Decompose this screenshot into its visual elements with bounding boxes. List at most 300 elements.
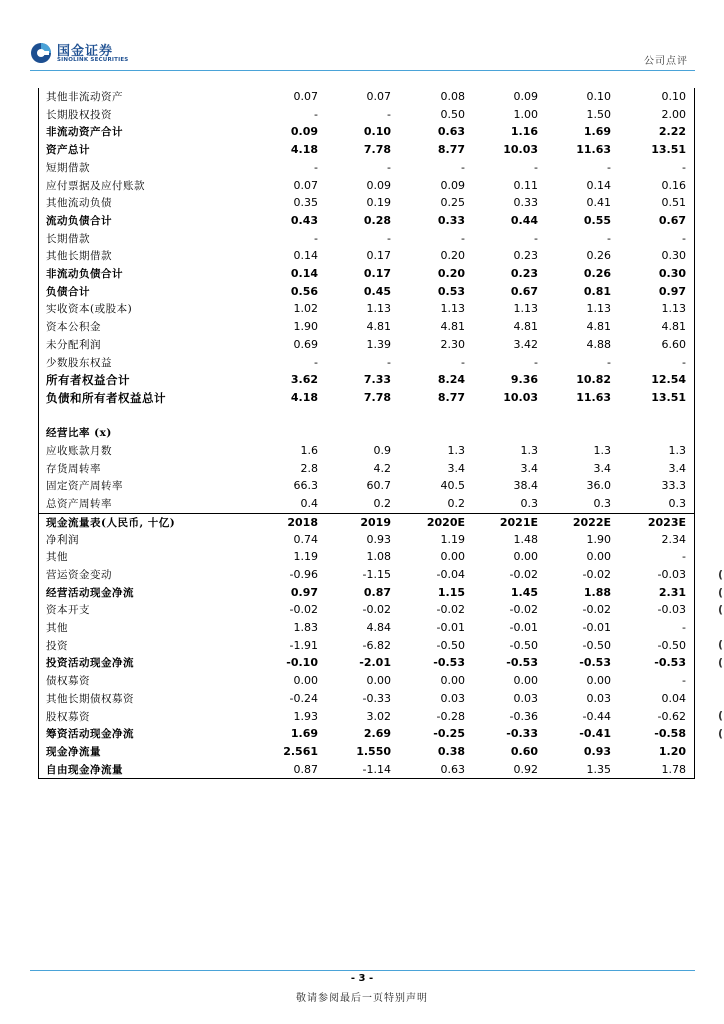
table-row	[39, 88, 694, 106]
table-row	[39, 300, 694, 318]
table-row	[39, 247, 694, 265]
row-value: -0.02	[582, 567, 611, 581]
table-row	[39, 159, 694, 177]
row-value: -0.10	[286, 656, 318, 670]
row-value: -0.50	[436, 638, 465, 652]
row-value: 1.83	[293, 621, 318, 634]
table-row	[39, 495, 694, 513]
row-value: 0.04	[661, 691, 686, 705]
row-value: 2.8	[300, 461, 318, 475]
row-label: 应收账款月数	[46, 445, 112, 457]
row-value: -0.25	[433, 727, 465, 741]
row-label: 应付票据及应付账款	[46, 179, 145, 192]
row-value: -	[314, 231, 318, 245]
row-value	[331, 424, 391, 442]
row-value: 1.3	[447, 444, 465, 457]
row-value: 1.45	[510, 585, 538, 599]
row-value: 0.51	[661, 196, 686, 210]
row-value: -	[461, 355, 465, 369]
header-divider	[30, 70, 695, 71]
row-value: 0.10	[363, 125, 391, 139]
row-value: 3.4	[668, 461, 686, 475]
table-row	[39, 690, 694, 708]
row-value: 0.92	[513, 762, 538, 776]
row-value: 2.34	[661, 532, 686, 546]
table-row	[39, 548, 694, 566]
table-row	[39, 123, 694, 141]
row-value: 0.56	[290, 284, 318, 298]
row-value: 1.6	[300, 444, 318, 457]
row-value: -0.53	[654, 656, 686, 670]
row-value: -0.28	[436, 709, 465, 723]
row-value: 0.50	[440, 107, 465, 121]
row-value: 0.38	[437, 744, 465, 758]
row-value: 0.81	[583, 284, 611, 298]
row-value: -0.02	[582, 603, 611, 617]
row-value	[258, 407, 318, 425]
row-value: 10.03	[503, 143, 538, 157]
row-value: -	[387, 160, 391, 174]
row-value: -	[682, 674, 686, 688]
row-value: 0.10	[586, 90, 611, 103]
row-value: 1.3	[520, 444, 538, 457]
row-value: 60.7	[366, 479, 391, 493]
row-value: 0.17	[366, 249, 391, 263]
row-value: 0.25	[440, 196, 465, 210]
row-value: -	[682, 550, 686, 564]
row-value: 0.09	[290, 125, 318, 139]
row-value: 2022E	[572, 515, 611, 529]
row-value: 0.16	[661, 178, 686, 192]
row-value: -0.03	[657, 603, 686, 617]
row-value: 1.69	[290, 727, 318, 741]
brand-mark-icon	[30, 42, 52, 64]
row-label: 存货周转率	[46, 462, 101, 475]
row-value: 1.3	[668, 444, 686, 457]
row-label: 自由现金净流量	[46, 763, 123, 776]
row-value: -0.01	[436, 621, 465, 634]
row-value: 0.9	[373, 444, 391, 457]
edge-fragment: (	[718, 586, 724, 599]
row-value: 12.54	[651, 373, 686, 387]
row-value: 4.84	[366, 621, 391, 634]
edge-fragment: (	[718, 603, 724, 616]
row-value: 0.4	[300, 497, 318, 511]
row-value: 1.48	[513, 532, 538, 546]
row-value: 11.63	[576, 390, 611, 404]
row-value: 4.88	[586, 337, 611, 351]
row-label: 现金净流量	[46, 745, 101, 758]
row-label: 负债和所有者权益总计	[46, 390, 166, 405]
row-value: 33.3	[661, 479, 686, 493]
table-row	[39, 194, 694, 212]
row-value: 0.00	[293, 674, 318, 688]
row-value: 3.4	[447, 461, 465, 475]
row-value: 7.78	[363, 143, 391, 157]
row-label: 总资产周转率	[46, 498, 112, 511]
financial-statement-table	[38, 88, 695, 779]
row-value: 0.07	[366, 90, 391, 103]
edge-fragment: (	[718, 727, 724, 740]
row-value: -0.02	[289, 603, 318, 617]
row-value: 0.09	[513, 90, 538, 103]
row-value: -0.50	[582, 638, 611, 652]
row-value: 4.81	[586, 320, 611, 334]
row-value	[331, 407, 391, 425]
row-value: 0.53	[437, 284, 465, 298]
table-row	[39, 407, 694, 425]
row-value: 4.18	[290, 143, 318, 157]
row-value: 0.07	[293, 178, 318, 192]
disclaimer-text: 敬请参阅最后一页特别声明	[296, 993, 428, 1004]
row-value: -0.03	[657, 567, 686, 581]
row-value: 0.14	[290, 267, 318, 280]
row-value: 0.67	[658, 213, 686, 227]
row-label: 资产总计	[46, 144, 90, 157]
row-value: -0.41	[579, 727, 611, 741]
row-value	[626, 407, 686, 425]
row-value: -1.15	[362, 567, 391, 581]
report-type-label: 公司点评	[644, 56, 688, 67]
table-row	[39, 371, 694, 389]
row-value: -	[607, 231, 611, 245]
row-value: 40.5	[440, 479, 465, 493]
table-row	[39, 283, 694, 301]
table-row	[39, 265, 694, 283]
row-value: 0.23	[513, 249, 538, 263]
table-row	[39, 424, 694, 442]
row-label: 其他长期债权募资	[46, 692, 134, 705]
row-value: -2.01	[359, 656, 391, 670]
row-value: 0.63	[437, 125, 465, 139]
table-row	[39, 601, 694, 619]
row-value: 0.28	[363, 213, 391, 227]
row-value: -	[461, 160, 465, 174]
row-value: 1.69	[583, 125, 611, 139]
row-value: 0.67	[510, 284, 538, 298]
row-value: -0.96	[289, 567, 318, 581]
row-value: 3.02	[366, 709, 391, 723]
row-value: -0.62	[657, 709, 686, 723]
table-row	[39, 584, 694, 602]
row-label: 营运资金变动	[46, 568, 112, 581]
row-value: 0.3	[593, 497, 611, 511]
row-value: 0.11	[513, 178, 538, 192]
row-value: 1.50	[586, 107, 611, 121]
row-value	[405, 424, 465, 442]
table-row	[39, 141, 694, 159]
row-label: 固定资产周转率	[46, 480, 123, 493]
table-row	[39, 460, 694, 478]
row-label: 资本开支	[46, 604, 90, 617]
row-value: 7.33	[363, 373, 391, 387]
row-label: 资本公积金	[46, 321, 101, 334]
edge-fragment: (	[718, 656, 724, 669]
row-value: 2.31	[658, 585, 686, 599]
row-value: -0.58	[654, 727, 686, 741]
row-value: -	[682, 355, 686, 369]
row-value: 1.35	[586, 762, 611, 776]
row-label: 投资活动现金净流	[46, 657, 134, 670]
row-value: 0.97	[658, 284, 686, 298]
row-value: 36.0	[586, 479, 611, 493]
row-value: 1.13	[586, 302, 611, 316]
row-label: 股权募资	[46, 710, 90, 723]
row-value: 1.13	[440, 302, 465, 316]
table-row	[39, 672, 694, 690]
row-value: 0.00	[366, 674, 391, 688]
row-value: 1.90	[586, 532, 611, 546]
row-value: 0.09	[366, 178, 391, 192]
row-value: -	[534, 355, 538, 369]
edge-fragment: (	[718, 709, 724, 722]
row-value: -0.04	[436, 567, 465, 581]
row-label: 实收资本(或股本)	[46, 303, 133, 316]
row-value: 0.00	[586, 550, 611, 564]
row-value: 0.26	[583, 267, 611, 280]
row-label: 其他	[46, 622, 68, 634]
row-value: -	[534, 231, 538, 245]
row-value: 3.42	[513, 337, 538, 351]
row-value: 0.08	[440, 90, 465, 103]
row-value: -1.14	[362, 762, 391, 776]
row-value: 1.16	[510, 125, 538, 139]
table-row	[39, 708, 694, 726]
row-value: 1.550	[356, 744, 391, 758]
row-value: 0.17	[363, 267, 391, 280]
row-value	[405, 407, 465, 425]
row-value: 13.51	[651, 143, 686, 157]
row-value: 0.03	[440, 691, 465, 705]
row-value: 0.74	[293, 532, 318, 546]
row-value: 1.13	[513, 302, 538, 316]
row-value: -	[387, 231, 391, 245]
row-label: 长期借款	[46, 232, 90, 245]
row-value: -	[682, 621, 686, 634]
row-value: 0.35	[293, 196, 318, 210]
table-row	[39, 654, 694, 672]
row-value: 1.78	[661, 762, 686, 776]
row-value: -	[607, 160, 611, 174]
row-value: 4.2	[373, 461, 391, 475]
row-label: 负债合计	[46, 285, 90, 298]
table-row	[39, 442, 694, 460]
row-value: 0.14	[586, 178, 611, 192]
row-value: 0.00	[513, 550, 538, 564]
table-row	[39, 566, 694, 584]
row-value: 2.69	[363, 727, 391, 741]
row-value: 38.4	[513, 479, 538, 493]
row-value: 10.82	[576, 373, 611, 387]
row-value: 1.93	[293, 709, 318, 723]
row-value: 4.81	[513, 320, 538, 334]
row-value: -0.53	[433, 656, 465, 670]
row-value: 0.2	[447, 497, 465, 511]
row-label: 其他长期借款	[46, 250, 112, 263]
brand-name-en: SINOLINK SECURITIES	[57, 57, 129, 63]
row-value	[478, 407, 538, 425]
table-row	[39, 531, 694, 549]
row-value: 0.26	[586, 249, 611, 263]
brand-name-cn: 国金证券	[57, 44, 114, 59]
table-row	[39, 513, 694, 532]
table-row	[39, 354, 694, 372]
row-label: 非流动资产合计	[46, 126, 123, 139]
row-value: 0.87	[293, 762, 318, 776]
row-value: 0.00	[440, 550, 465, 564]
row-value	[551, 424, 611, 442]
row-value: 1.15	[437, 585, 465, 599]
footer-divider	[30, 970, 695, 971]
row-value: -	[314, 160, 318, 174]
row-value: -	[534, 160, 538, 174]
row-value: 4.81	[440, 320, 465, 334]
row-value: -0.02	[509, 603, 538, 617]
row-value: 2.561	[283, 744, 318, 758]
row-label: 其他非流动资产	[46, 91, 123, 103]
row-value: -0.02	[436, 603, 465, 617]
row-value: 0.00	[513, 674, 538, 688]
row-value: 3.4	[520, 461, 538, 475]
row-value: -0.36	[509, 709, 538, 723]
row-value: 4.81	[661, 320, 686, 334]
table-row	[39, 212, 694, 230]
row-value: 8.24	[437, 373, 465, 387]
table-row	[39, 637, 694, 655]
row-value: -0.53	[506, 656, 538, 670]
row-value: 8.77	[437, 390, 465, 404]
row-value: -0.53	[579, 656, 611, 670]
row-value	[478, 424, 538, 442]
row-value: -	[607, 355, 611, 369]
row-value: -6.82	[362, 638, 391, 652]
row-value: -	[387, 355, 391, 369]
row-value: 0.00	[440, 674, 465, 688]
row-value: 0.55	[583, 213, 611, 227]
row-value	[258, 424, 318, 442]
row-label: 短期借款	[46, 161, 90, 174]
row-value: 1.02	[293, 302, 318, 316]
row-value: -1.91	[289, 638, 318, 652]
row-value: 2020E	[426, 515, 465, 529]
row-value: 9.36	[510, 373, 538, 387]
row-value: 0.23	[510, 267, 538, 280]
row-value: 1.13	[366, 302, 391, 316]
brand-logo	[30, 40, 130, 66]
row-value: -0.50	[657, 638, 686, 652]
row-label: 长期股权投资	[46, 108, 112, 121]
table-row	[39, 743, 694, 761]
row-value: 0.20	[440, 249, 465, 263]
row-label: 流动负债合计	[46, 214, 112, 227]
row-value: 3.4	[593, 461, 611, 475]
row-value: 0.3	[520, 497, 538, 511]
row-label: 筹资活动现金净流	[46, 728, 134, 741]
row-value: 66.3	[293, 479, 318, 493]
row-value: 0.03	[586, 691, 611, 705]
row-value: 0.00	[586, 674, 611, 688]
edge-fragment: (	[718, 568, 724, 581]
row-value: 8.77	[437, 143, 465, 157]
table-row	[39, 477, 694, 495]
row-value: 6.60	[661, 337, 686, 351]
table-row	[39, 619, 694, 637]
row-value: 1.13	[661, 302, 686, 316]
row-value: -0.44	[582, 709, 611, 723]
row-value: 0.41	[586, 196, 611, 210]
row-value	[551, 407, 611, 425]
row-value: -	[387, 107, 391, 121]
row-value: 4.18	[290, 390, 318, 404]
row-label: 经营比率 (x)	[46, 427, 112, 440]
edge-fragment: (	[718, 638, 724, 651]
row-value: 1.20	[658, 744, 686, 758]
row-value: -0.01	[509, 621, 538, 634]
row-value: 1.19	[440, 532, 465, 546]
row-label: 少数股东权益	[46, 356, 112, 369]
row-label: 其他	[46, 551, 68, 564]
row-value: 0.87	[363, 585, 391, 599]
row-value: -0.33	[506, 727, 538, 741]
row-value: 0.30	[658, 267, 686, 280]
row-value: -0.24	[289, 691, 318, 705]
row-value: 3.62	[290, 373, 318, 387]
row-label: 净利润	[46, 533, 79, 546]
row-value: 0.3	[668, 497, 686, 511]
row-value: 13.51	[651, 390, 686, 404]
row-label: 债权募资	[46, 675, 90, 688]
table-row	[39, 106, 694, 124]
row-label: 未分配利润	[46, 338, 101, 351]
row-value: 1.00	[513, 107, 538, 121]
row-value: -0.33	[362, 691, 391, 705]
row-value: -	[682, 231, 686, 245]
table-row	[39, 725, 694, 743]
table-row	[39, 336, 694, 354]
row-value: -	[461, 231, 465, 245]
row-label: 经营活动现金净流	[46, 586, 134, 599]
row-value: 0.03	[513, 691, 538, 705]
row-value: 0.33	[513, 196, 538, 210]
table-row	[39, 389, 694, 407]
row-label: 投资	[46, 639, 68, 652]
row-value: 7.78	[363, 390, 391, 404]
row-label: 所有者权益合计	[46, 373, 130, 388]
row-value: 11.63	[576, 143, 611, 157]
row-value: 0.93	[583, 744, 611, 758]
row-value: 1.90	[293, 320, 318, 334]
row-value: 2018	[287, 515, 318, 529]
row-value: -	[314, 355, 318, 369]
row-value: 0.2	[373, 497, 391, 511]
row-value: 0.10	[661, 90, 686, 103]
row-value: 0.19	[366, 196, 391, 210]
row-value: 0.09	[440, 178, 465, 192]
row-value: 0.63	[440, 762, 465, 776]
row-value: 0.44	[510, 213, 538, 227]
row-label: 其他流动负债	[46, 197, 112, 210]
row-value: 0.07	[293, 90, 318, 103]
row-value: 2021E	[499, 515, 538, 529]
row-value: -	[682, 160, 686, 174]
row-value: 0.60	[510, 744, 538, 758]
row-value: 0.45	[363, 284, 391, 298]
row-label: 非流动负债合计	[46, 268, 123, 280]
row-value: 0.20	[437, 267, 465, 280]
row-value: 0.33	[437, 213, 465, 227]
row-value: 1.39	[366, 337, 391, 351]
row-value: 2.22	[658, 125, 686, 139]
